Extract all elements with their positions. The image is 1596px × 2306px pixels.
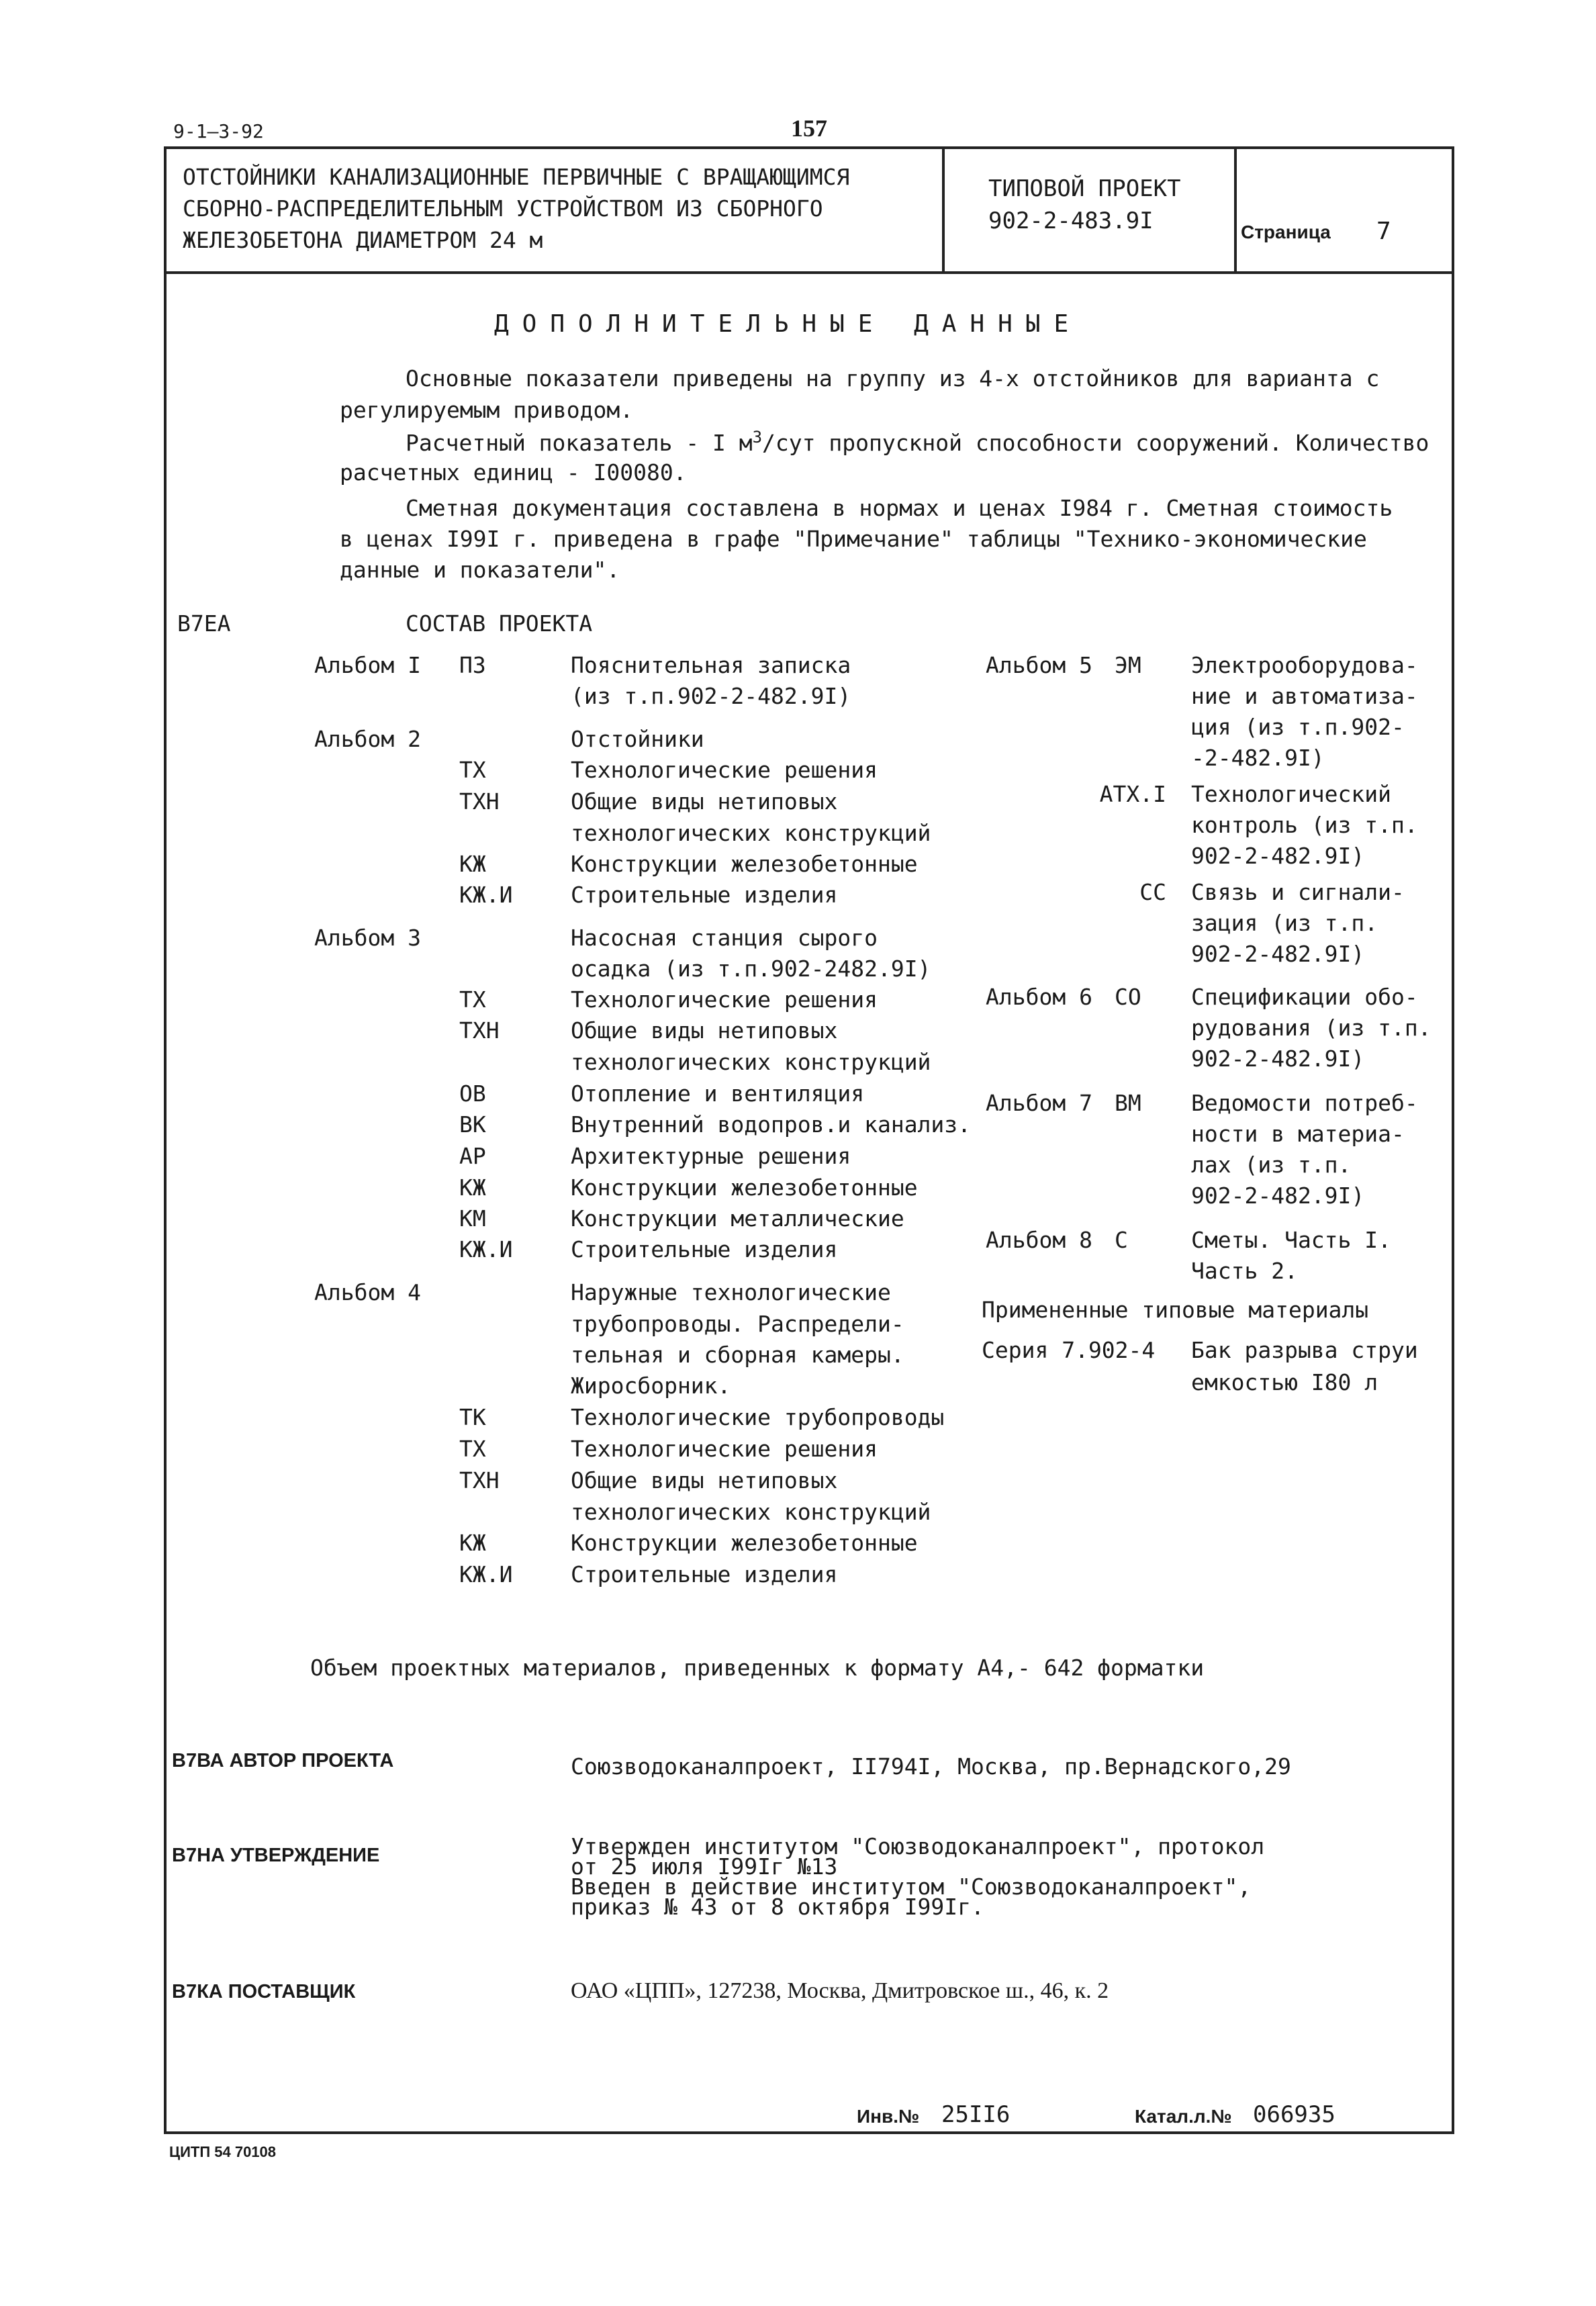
composition-text: рудования (из т.п.	[1191, 1015, 1431, 1041]
composition-code: С	[1115, 1227, 1128, 1253]
composition-text: осадка (из т.п.902-2482.9I)	[571, 956, 931, 982]
print-code: ЦИТП 54 70108	[169, 2143, 277, 2160]
composition-text: ние и автоматиза-	[1191, 683, 1418, 709]
composition-text: Жиросборник.	[571, 1373, 731, 1399]
approval-code: В7НА УТВЕРЖДЕНИЕ	[172, 1845, 380, 1866]
inventory-label: Инв.№	[857, 2106, 920, 2127]
composition-code: КЖ	[459, 1530, 486, 1556]
composition-code: КЖ.И	[459, 1236, 513, 1262]
composition-text: ция (из т.п.902-	[1191, 714, 1405, 740]
composition-text: лах (из т.п.	[1191, 1152, 1352, 1178]
composition-text: Технологические решения	[571, 986, 878, 1013]
composition-text: Конструкции железобетонные	[571, 1530, 918, 1556]
series-text: Бак разрыва струи	[1191, 1337, 1418, 1363]
header-sep-1	[942, 146, 945, 274]
page-label: Страница	[1241, 222, 1331, 242]
composition-text: Отстойники	[571, 726, 704, 752]
applied-materials-title: Примененные типовые материалы	[982, 1297, 1369, 1323]
volume-line: Объем проектных материалов, приведенных к формату А4,- 642 форматки	[310, 1655, 1205, 1681]
approval-line: Утвержден институтом "Союзводоканалпроект", протокол	[571, 1833, 1265, 1859]
title-line: ОТСТОЙНИКИ КАНАЛИЗАЦИОННЫЕ ПЕРВИЧНЫЕ С ВРАЩАЮЩИМСЯ	[183, 164, 850, 190]
inventory-value: 25II6	[941, 2101, 1011, 2128]
composition-text: Электрооборудова-	[1191, 652, 1418, 678]
section-heading: ДОПОЛНИТЕЛЬНЫЕ ДАННЫЕ	[494, 310, 1082, 338]
composition-code: ВК	[459, 1111, 486, 1138]
composition-code: ТХН	[459, 1467, 500, 1493]
document-code: 9-1—3-92	[173, 120, 264, 142]
composition-text: Технологический	[1191, 781, 1392, 807]
composition-code: АТХ.I	[1099, 781, 1166, 807]
composition-code: КЖ.И	[459, 1561, 513, 1587]
composition-text: технологических конструкций	[571, 820, 931, 846]
composition-text: Отопление и вентиляция	[571, 1080, 865, 1107]
composition-text: Архитектурные решения	[571, 1143, 851, 1169]
composition-code: ТХН	[459, 788, 500, 815]
header-sep-2	[1234, 146, 1237, 274]
composition-album: Альбом 6	[986, 984, 1092, 1010]
composition-text: 902-2-482.9I)	[1191, 843, 1365, 869]
composition-album: Альбом I	[314, 652, 421, 678]
composition-code: АР	[459, 1143, 486, 1169]
header-divider	[164, 271, 1454, 274]
project-number: 902-2-483.9I	[988, 207, 1154, 234]
composition-text: Технологические решения	[571, 1436, 878, 1462]
composition-text: тельная и сборная камеры.	[571, 1342, 904, 1368]
composition-code: КМ	[459, 1205, 486, 1232]
composition-code: ОВ	[459, 1080, 486, 1107]
title-line: СБОРНО-РАСПРЕДЕЛИТЕЛЬНЫМ УСТРОЙСТВОМ ИЗ СБОРНОГО	[183, 195, 823, 222]
text-line: Расчетный показатель - I $м^3$/сут пропускной способности сооружений. Количество	[406, 428, 1429, 456]
composition-album: Альбом 3	[314, 925, 421, 951]
composition-album: Альбом 2	[314, 726, 421, 752]
composition-text: Строительные изделия	[571, 1561, 838, 1587]
composition-text: Конструкции железобетонные	[571, 1174, 918, 1201]
composition-title: СОСТАВ ПРОЕКТА	[406, 610, 593, 637]
composition-code: ТХ	[459, 986, 486, 1013]
composition-code: КЖ	[459, 1174, 486, 1201]
composition-code: ТХ	[459, 1436, 486, 1462]
text-line: Сметная документация составлена в нормах и ценах I984 г. Сметная стоимость	[406, 495, 1393, 521]
composition-text: 902-2-482.9I)	[1191, 941, 1365, 967]
composition-code: КЖ	[459, 851, 486, 877]
composition-text: (из т.п.902-2-482.9I)	[571, 683, 851, 709]
composition-text: ности в материа-	[1191, 1121, 1405, 1147]
catalog-label: Катал.л.№	[1135, 2106, 1232, 2127]
composition-text: 902-2-482.9I)	[1191, 1183, 1365, 1209]
composition-text: Насосная станция сырого	[571, 925, 878, 951]
composition-text: Общие виды нетиповых	[571, 1017, 838, 1044]
composition-album: Альбом 8	[986, 1227, 1092, 1253]
text-line: регулируемым приводом.	[340, 397, 634, 423]
composition-text: трубопроводы. Распредели-	[571, 1311, 904, 1337]
composition-text: Технологические решения	[571, 757, 878, 783]
composition-text: 902-2-482.9I)	[1191, 1046, 1365, 1072]
composition-text: технологических конструкций	[571, 1499, 931, 1525]
composition-album: Альбом 4	[314, 1279, 421, 1305]
author-code: В7ВА АВТОР ПРОЕКТА	[172, 1750, 394, 1771]
composition-code: В7ЕА	[177, 610, 231, 637]
composition-text: Часть 2.	[1191, 1258, 1298, 1284]
approval-line: приказ № 43 от 8 октября I99Iг.	[571, 1894, 984, 1920]
composition-text: Сметы. Часть I.	[1191, 1227, 1392, 1253]
text-line: Основные показатели приведены на группу из 4-х отстойников для варианта с	[406, 365, 1380, 391]
composition-code: ПЗ	[459, 652, 486, 678]
composition-text: Общие виды нетиповых	[571, 788, 838, 815]
page-number: 157	[791, 115, 827, 142]
composition-text: Наружные технологические	[571, 1279, 891, 1305]
composition-text: контроль (из т.п.	[1191, 812, 1418, 838]
composition-text: Спецификации обо-	[1191, 984, 1418, 1010]
title-line: ЖЕЛЕЗОБЕТОНА ДИАМЕТРОМ 24 м	[183, 227, 543, 253]
composition-text: Строительные изделия	[571, 882, 838, 908]
author-text: Союзводоканалпроект, II794I, Москва, пр.Вернадского,29	[571, 1753, 1291, 1780]
composition-text: технологических конструкций	[571, 1049, 931, 1075]
composition-code: ТК	[459, 1404, 486, 1430]
composition-album: Альбом 7	[986, 1090, 1092, 1116]
composition-text: зация (из т.п.	[1191, 910, 1378, 936]
composition-code: ТХ	[459, 757, 486, 783]
composition-code: КЖ.И	[459, 882, 513, 908]
catalog-value: 066935	[1253, 2101, 1335, 2128]
text-line: данные и показатели".	[340, 557, 620, 583]
supplier-text: ОАО «ЦПП», 127238, Москва, Дмитровское ш., 46, к. 2	[571, 1978, 1109, 2003]
composition-code: ЭМ	[1115, 652, 1141, 678]
composition-code: СС	[1139, 879, 1166, 905]
composition-code: ВМ	[1115, 1090, 1141, 1116]
project-type: ТИПОВОЙ ПРОЕКТ	[988, 175, 1181, 202]
page-value: 7	[1376, 218, 1391, 245]
series-text: емкостью I80 л	[1191, 1369, 1378, 1395]
composition-text: Ведомости потреб-	[1191, 1090, 1418, 1116]
composition-album: Альбом 5	[986, 652, 1092, 678]
composition-text: -2-482.9I)	[1191, 745, 1325, 771]
composition-code: СО	[1115, 984, 1141, 1010]
approval-line: Введен в действие институтом "Союзводоканалпроект",	[571, 1874, 1252, 1900]
text-line: в ценах I99I г. приведена в графе "Примечание" таблицы "Технико-экономические	[340, 526, 1367, 552]
composition-text: Конструкции металлические	[571, 1205, 904, 1232]
composition-text: Технологические трубопроводы	[571, 1404, 945, 1430]
composition-text: Конструкции железобетонные	[571, 851, 918, 877]
series-label: Серия 7.902-4	[982, 1337, 1156, 1363]
composition-text: Внутренний водопров.и канализ.	[571, 1111, 972, 1138]
text-line: расчетных единиц - I00080.	[340, 459, 687, 486]
composition-text: Общие виды нетиповых	[571, 1467, 838, 1493]
supplier-code: В7КА ПОСТАВЩИК	[172, 1981, 356, 2002]
composition-text: Связь и сигнали-	[1191, 879, 1405, 905]
composition-text: Строительные изделия	[571, 1236, 838, 1262]
composition-code: ТХН	[459, 1017, 500, 1044]
composition-text: Пояснительная записка	[571, 652, 851, 678]
approval-line: от 25 июля I99Iг №13	[571, 1853, 838, 1880]
